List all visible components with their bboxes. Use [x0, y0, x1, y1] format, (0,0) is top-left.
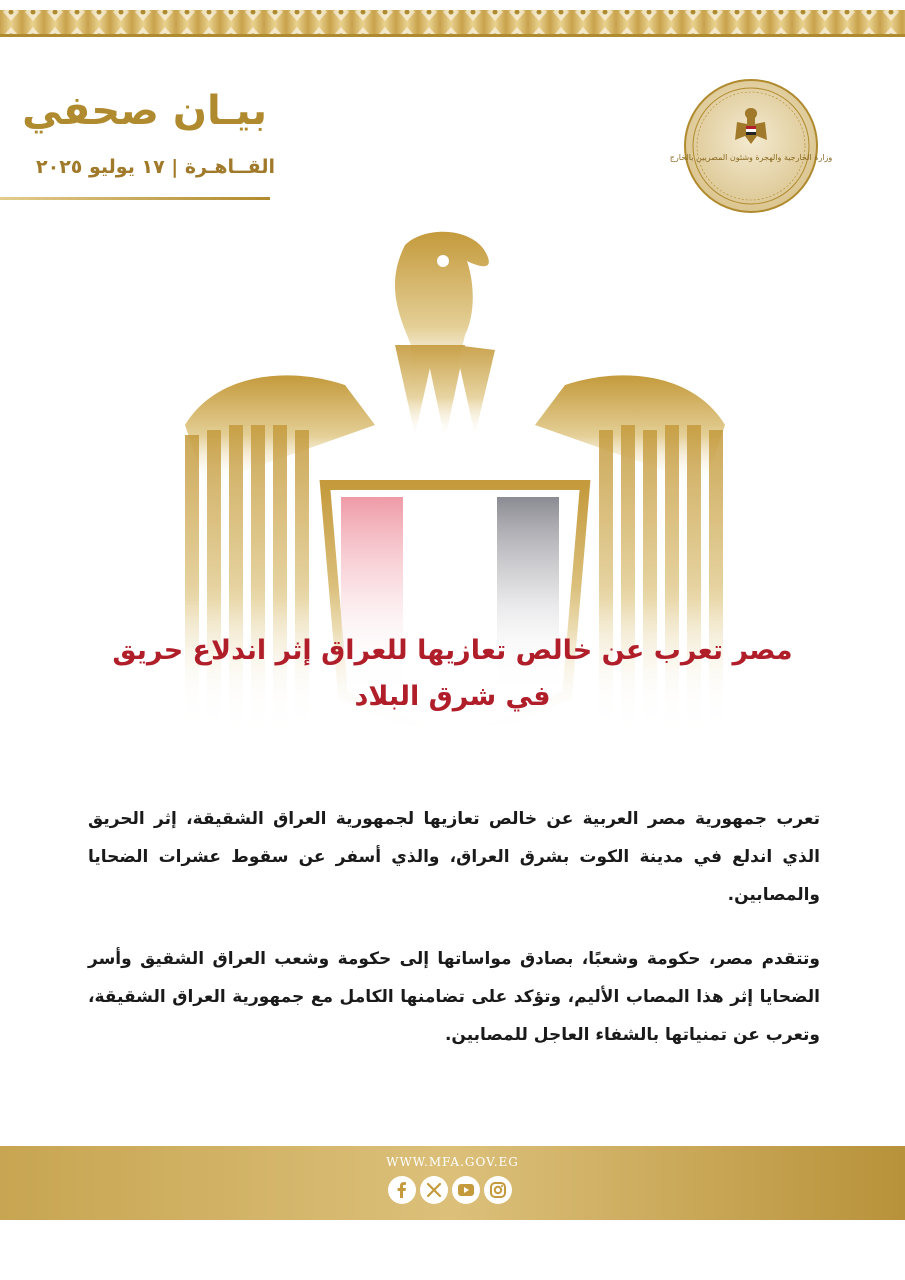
youtube-icon[interactable]: [452, 1176, 480, 1204]
header-divider: [0, 197, 270, 200]
website-url[interactable]: WWW.MFA.GOV.EG: [386, 1155, 519, 1169]
top-ornamental-border: [0, 0, 905, 46]
date-line: القــاهـرة | ١٧ يوليو ٢٠٢٥: [36, 156, 275, 178]
social-links: [385, 1176, 515, 1206]
instagram-icon[interactable]: [484, 1176, 512, 1204]
headline: [40, 628, 865, 720]
body-paragraph-2: وتتقدم مصر، حكومة وشعبًا، بصادق مواساتها إلى حكومة وشعب العراق الشقيق وأسر الضحايا إثر هذا المصاب الأليم، وتؤكد على تضامنها الكامل مع جمهورية العراق الشقيقة، وتعرب عن تمنياتها بالشفاء العاجل للمصابين.: [88, 949, 820, 1045]
headline-line-1: مصر تعرب عن خالص تعازيها للعراق إثر اندلاع حريق: [112, 635, 793, 666]
facebook-icon[interactable]: [388, 1176, 416, 1204]
body-paragraph-1: تعرب جمهورية مصر العربية عن خالص تعازيها لجمهورية العراق الشقيقة، إثر الحريق الذي اندلع في مدينة الكوت بشرق العراق، والذي أسفر عن سقوط عشرات الضحايا والمصابين.: [88, 809, 820, 905]
ministry-seal-logo: [669, 78, 833, 214]
headline-line-2: في شرق البلاد: [354, 681, 551, 712]
seal-ministry-text: وزارة الخارجية والهجرة وشئون المصريين بالخارج: [669, 153, 833, 162]
page-title: بيـان صحفي: [22, 88, 267, 134]
x-icon[interactable]: [420, 1176, 448, 1204]
